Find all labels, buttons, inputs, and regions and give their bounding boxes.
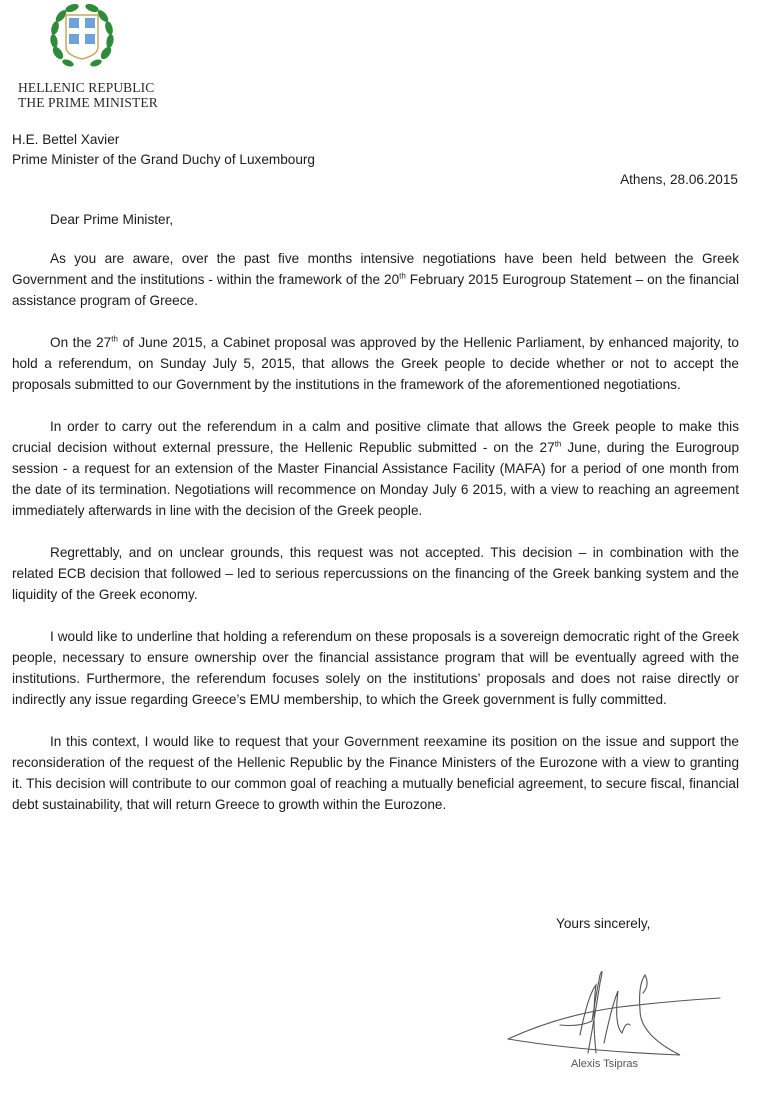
paragraph-2: On the 27th of June 2015, a Cabinet proposal was approved by the Hellenic Parliament, by enhanced majority, to hold a referendum, on Sunday July 5, 2015, that allows the Greek people to decide whether or not to accept the proposals submitted to our Government by the institutions in the framework of the aforementioned negotiations.	[12, 334, 739, 392]
closing: Yours sincerely,	[556, 916, 651, 931]
letterhead-office: THE PRIME MINISTER	[18, 95, 158, 110]
recipient-title: Prime Minister of the Grand Duchy of Luxembourg	[12, 152, 315, 167]
letter-body	[12, 248, 739, 836]
salutation: Dear Prime Minister,	[50, 212, 174, 227]
letterhead	[18, 80, 158, 110]
greek-coat-of-arms-icon	[48, 3, 116, 71]
date-line: Athens, 28.06.2015	[620, 172, 738, 187]
paragraph-3: In order to carry out the referendum in a calm and positive climate that allows the Greek people to make this crucial decision without external pressure, the Hellenic Republic submitted - on the 27th June, during the Eurogroup session - a request for an extension of the Master Financial Assistance Facility (MAFA) for a period of one month from the date of its termination. Negotiations will recommence on Monday July 6 2015, with a view to reaching an agreement immediately afterwards in line with the decision of the Greek people.	[12, 419, 740, 518]
signer-name: Alexis Tsipras	[571, 1058, 639, 1070]
paragraph-4: Regrettably, and on unclear grounds, this request was not accepted. This decision – in combination with the related ECB decision that followed – led to serious repercussions on the financing of the Greek banking system and the liquidity of the Greek economy.	[12, 545, 739, 602]
paragraph-5: I would like to underline that holding a referendum on these proposals is a sovereign democratic right of the Greek people, necessary to ensure ownership over the financial assistance program that will be eventually agreed with the institutions. Furthermore, the referendum focuses solely on the institutions’ proposals and does not raise directly or indirectly any issue regarding Greece’s EMU membership, to which the Greek government is fully committed.	[12, 629, 739, 707]
paragraph-6: In this context, I would like to request that your Government reexamine its position on the issue and support the reconsideration of the request of the Hellenic Republic by the Finance Ministers of the Eurozone with a view to granting it. This decision will contribute to our common goal of reaching a mutually beneficial agreement, to secure fiscal, financial debt sustainability, that will return Greece to growth within the Eurozone.	[12, 734, 739, 812]
recipient-name: H.E. Bettel Xavier	[12, 132, 120, 147]
paragraph-1: As you are aware, over the past five months intensive negotiations have been held between the Greek Government and the institutions - within the framework of the 20th February 2015 Eurogroup Statement – on the financial assistance program of Greece.	[12, 251, 739, 308]
letterhead-country: HELLENIC REPUBLIC	[18, 80, 155, 95]
recipient-block	[12, 130, 315, 170]
handwritten-signature-icon	[500, 955, 730, 1065]
